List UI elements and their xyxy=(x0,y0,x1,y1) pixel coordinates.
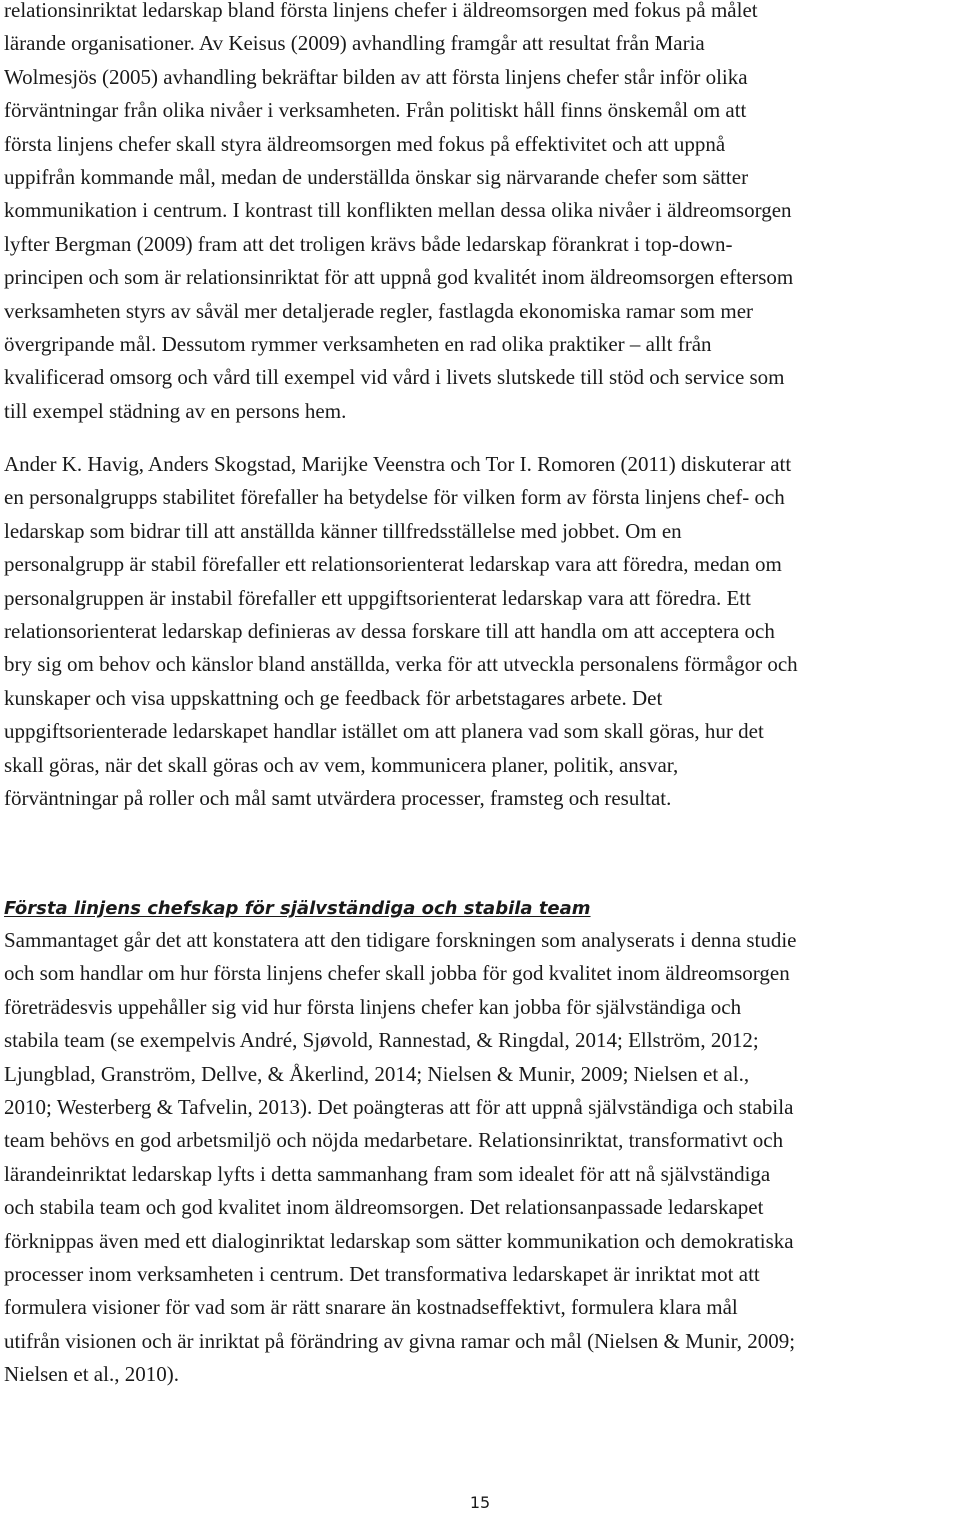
paragraph-line: uppgiftsorienterade ledarskapet handlar istället om att planera vad som skall göras, hur det xyxy=(4,719,764,744)
paragraph-line: relationsinriktat ledarskap bland första linjens chefer i äldreomsorgen med fokus på målet xyxy=(4,0,758,22)
paragraph-line: formulera visioner för vad som är rätt snarare än kostnadseffektivt, formulera klara mål xyxy=(4,1295,738,1320)
section-heading: Första linjens chefskap för självständiga och stabila team xyxy=(4,898,591,919)
body-paragraph xyxy=(4,0,960,428)
paragraph-line: lärandeinriktat ledarskap lyfts i detta sammanhang fram som idealet för att nå självständiga xyxy=(4,1161,771,1186)
paragraph-line: Ander K. Havig, Anders Skogstad, Marijke Veenstra och Tor I. Romoren (2011) diskuterar att xyxy=(4,452,792,476)
body-paragraph xyxy=(4,924,960,1392)
paragraph-line: ledarskap som bidrar till att anställda känner tillfredsställelse med jobbet. Om en xyxy=(4,518,682,543)
paragraph-line: uppifrån kommande mål, medan de underställda önskar sig närvarande chefer som sätter xyxy=(4,165,749,190)
paragraph-line: principen och som är relationsinriktat för att uppnå god kvalitét inom äldreomsorgen eftersom xyxy=(4,265,794,290)
paragraph-line: utifrån visionen och är inriktat på förändring av givna ramar och mål (Nielsen & Munir, 2009; xyxy=(4,1328,796,1353)
paragraph-line: förväntningar på roller och mål samt utvärdera processer, framsteg och resultat. xyxy=(4,786,672,811)
paragraph-line: stabila team (se exempelvis André, Sjøvold, Rannestad, & Ringdal, 2014; Ellström, 2012; xyxy=(4,1028,759,1053)
paragraph-line: förväntningar från olika nivåer i verksamheten. Från politiskt håll finns önskemål om att xyxy=(4,98,747,123)
paragraph-line: lärande organisationer. Av Keisus (2009) avhandling framgår att resultat från Maria xyxy=(4,31,705,56)
paragraph-line: övergripande mål. Dessutom rymmer verksamheten en rad olika praktiker – allt från xyxy=(4,332,712,357)
body-paragraph xyxy=(4,448,960,815)
paragraph-line: Nielsen et al., 2010). xyxy=(4,1362,179,1387)
paragraph-line: Wolmesjös (2005) avhandling bekräftar bilden av att första linjens chefer står inför olika xyxy=(4,64,748,89)
page-number: 15 xyxy=(469,1493,491,1512)
paragraph-line: och som handlar om hur första linjens chefer skall jobba för god kvalitet inom äldreomsorgen xyxy=(4,961,790,986)
paragraph-line: första linjens chefer skall styra äldreomsorgen med fokus på effektivitet och att uppnå xyxy=(4,131,726,156)
paragraph-line: processer inom verksamheten i centrum. Det transformativa ledarskapet är inriktat mot att xyxy=(4,1262,760,1287)
paragraph-line: till exempel städning av en persons hem. xyxy=(4,398,347,423)
paragraph-line: kvalificerad omsorg och vård till exempel vid vård i livets slutskede till stöd och service som xyxy=(4,365,785,390)
paragraph-line: företrädesvis uppehåller sig vid hur första linjens chefer kan jobba för självständiga och xyxy=(4,994,742,1019)
paragraph-line: personalgrupp är stabil förefaller ett relationsorienterat ledarskap vara att föredra, medan om xyxy=(4,552,782,577)
paragraph-line: en personalgrupps stabilitet förefaller ha betydelse för vilken form av första linjens chef- och xyxy=(4,485,785,510)
paragraph-line: bry sig om behov och känslor bland anställda, verka för att utveckla personalens förmågor och xyxy=(4,652,798,677)
paragraph-line: kunskaper och visa uppskattning och ge feedback för arbetstagares arbete. Det xyxy=(4,685,663,710)
paragraph-line: relationsorienterat ledarskap definieras av dessa forskare till att handla om att acceptera och xyxy=(4,619,775,644)
paragraph-line: skall göras, när det skall göras och av vem, kommunicera planer, politik, ansvar, xyxy=(4,752,679,777)
paragraph-line: verksamheten styrs av såväl mer detaljerade regler, fastlagda ekonomiska ramar som mer xyxy=(4,298,754,323)
paragraph-line: Sammantaget går det att konstatera att den tidigare forskningen som analyserats i denna studie xyxy=(4,928,797,952)
paragraph-line: och stabila team och god kvalitet inom äldreomsorgen. Det relationsanpassade ledarskapet xyxy=(4,1195,764,1220)
paragraph-line: 2010; Westerberg & Tafvelin, 2013). Det poängteras att för att uppnå självständiga och stabila xyxy=(4,1095,794,1120)
paragraph-line: förknippas även med ett dialoginriktat ledarskap som sätter kommunikation och demokratiska xyxy=(4,1228,794,1253)
paragraph-line: lyfter Bergman (2009) fram att det troligen krävs både ledarskap förankrat i top-down- xyxy=(4,231,733,256)
paragraph-line: personalgruppen är instabil förefaller ett uppgiftsorienterat ledarskap vara att föredra. Ett xyxy=(4,585,751,610)
paragraph-line: Ljungblad, Granström, Dellve, & Åkerlind, 2014; Nielsen & Munir, 2009; Nielsen et al., xyxy=(4,1061,750,1086)
paragraph-line: kommunikation i centrum. I kontrast till konflikten mellan dessa olika nivåer i äldreomsorgen xyxy=(4,198,792,223)
paragraph-line: team behövs en god arbetsmiljö och nöjda medarbetare. Relationsinriktat, transformativt och xyxy=(4,1128,784,1153)
